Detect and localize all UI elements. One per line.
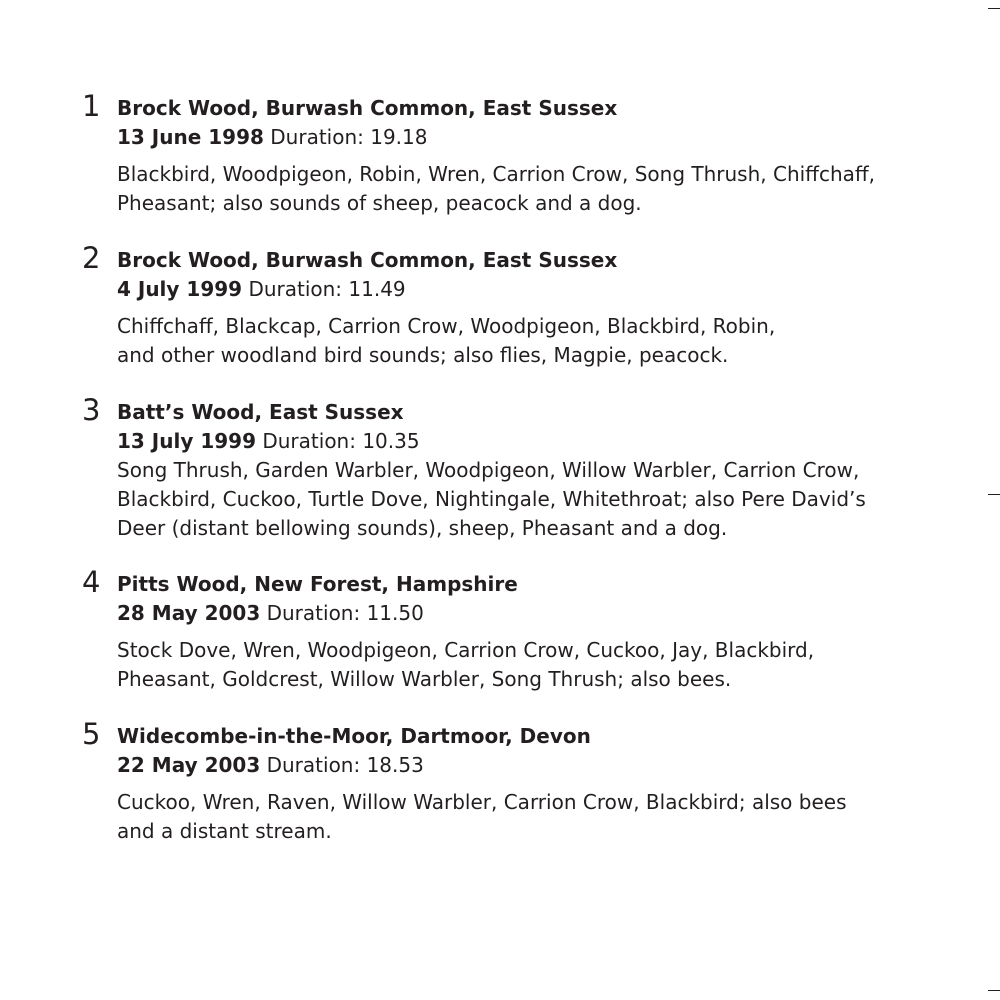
species-line: Pheasant; also sounds of sheep, peacock and a dog. [117, 191, 642, 215]
track-location: Brock Wood, Burwash Common, East Sussex [117, 96, 618, 120]
trim-mark-bottom [988, 990, 1000, 991]
track-date: 22 May 2003 [117, 753, 261, 777]
track-date: 13 June 1998 [117, 125, 264, 149]
track-date-line [117, 427, 917, 456]
species-line: Stock Dove, Wren, Woodpigeon, Carrion Crow, Cuckoo, Jay, Blackbird, [117, 638, 815, 662]
track-location: Pitts Wood, New Forest, Hampshire [117, 572, 518, 596]
species-line: Chiffchaff, Blackcap, Carrion Crow, Woodpigeon, Blackbird, Robin, [117, 314, 776, 338]
track-details [117, 570, 917, 694]
track-date: 13 July 1999 [117, 429, 256, 453]
track-location: Batt’s Wood, East Sussex [117, 400, 404, 424]
species-line: Blackbird, Cuckoo, Turtle Dove, Nightingale, Whitethroat; also Pere David’s [117, 487, 866, 511]
track-number: 5 [82, 717, 101, 751]
track-details [117, 246, 917, 370]
track-number: 4 [82, 565, 101, 599]
track-species [117, 788, 917, 846]
trim-mark-top [988, 8, 1000, 9]
track-date-line [117, 275, 917, 304]
species-line: and other woodland bird sounds; also flies, Magpie, peacock. [117, 343, 729, 367]
species-line: Song Thrush, Garden Warbler, Woodpigeon, Willow Warbler, Carrion Crow, [117, 458, 860, 482]
track-details [117, 94, 917, 218]
track-duration: Duration: 18.53 [266, 753, 424, 777]
track-date-line [117, 599, 917, 628]
track-number: 2 [82, 241, 101, 275]
track-location: Widecombe-in-the-Moor, Dartmoor, Devon [117, 724, 591, 748]
track-date: 4 July 1999 [117, 277, 243, 301]
track-duration: Duration: 19.18 [270, 125, 428, 149]
species-line: Deer (distant bellowing sounds), sheep, Pheasant and a dog. [117, 516, 728, 540]
track-date-line [117, 123, 917, 152]
track-location: Brock Wood, Burwash Common, East Sussex [117, 248, 618, 272]
track-date: 28 May 2003 [117, 601, 261, 625]
track-date-line [117, 751, 917, 780]
species-line: Blackbird, Woodpigeon, Robin, Wren, Carrion Crow, Song Thrush, Chiffchaff, [117, 162, 876, 186]
track-duration: Duration: 11.49 [248, 277, 406, 301]
species-line: Cuckoo, Wren, Raven, Willow Warbler, Carrion Crow, Blackbird; also bees [117, 790, 847, 814]
track-species [117, 456, 917, 543]
track-duration: Duration: 10.35 [262, 429, 420, 453]
track-duration: Duration: 11.50 [266, 601, 424, 625]
track-number: 3 [82, 393, 101, 427]
track-number: 1 [82, 89, 101, 123]
track-species [117, 160, 917, 218]
track-details [117, 722, 917, 846]
track-species [117, 636, 917, 694]
species-line: and a distant stream. [117, 819, 332, 843]
trim-mark-middle [988, 494, 1000, 495]
species-line: Pheasant, Goldcrest, Willow Warbler, Song Thrush; also bees. [117, 667, 732, 691]
track-species [117, 312, 917, 370]
track-details [117, 398, 917, 543]
